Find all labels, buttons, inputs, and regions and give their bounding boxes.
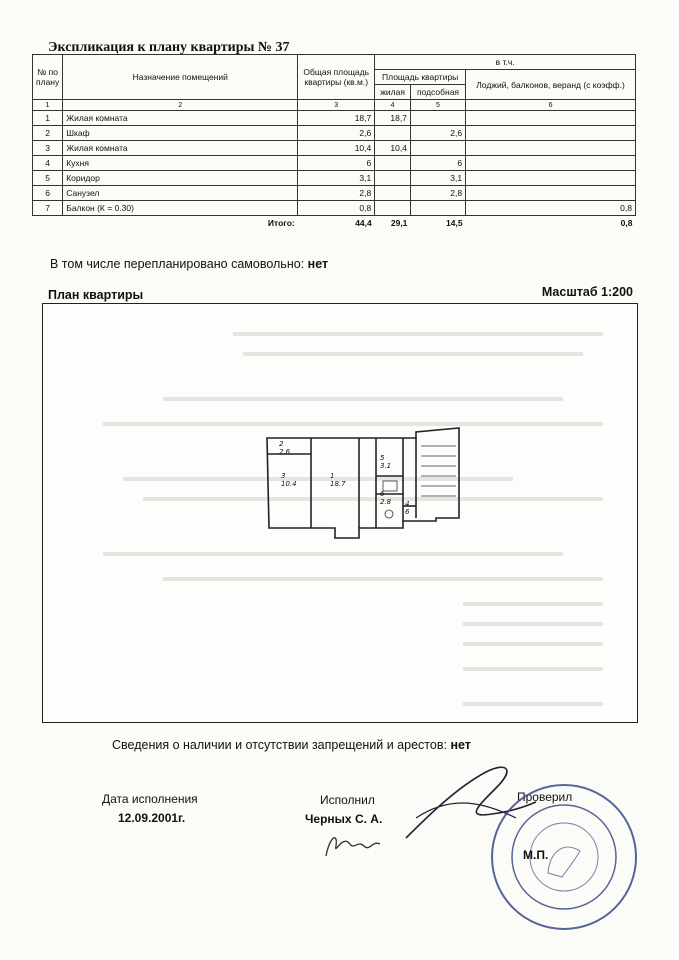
cell-aux: 2,6 [410, 126, 465, 141]
executor-name: Черных С. А. [305, 812, 383, 826]
executor-signature [320, 826, 390, 862]
header-total-area: Общая площадь квартиры (кв.м.) [298, 55, 375, 100]
cell-living: 18,7 [375, 111, 411, 126]
cell-loggia [466, 171, 636, 186]
cell-aux [410, 141, 465, 156]
explication-table [32, 54, 636, 230]
cell-total: 3,1 [298, 171, 375, 186]
column-number: 3 [298, 100, 375, 111]
header-num: № по плану [33, 55, 63, 100]
cell-living [375, 126, 411, 141]
replanning-label: В том числе перепланировано самовольно: [50, 257, 305, 271]
cell-living [375, 186, 411, 201]
page-title: Экспликация к плану квартиры № 37 [48, 40, 290, 55]
table-row [33, 186, 636, 201]
table-row [33, 126, 636, 141]
cell-total: 10,4 [298, 141, 375, 156]
totals-living: 29,1 [375, 216, 411, 231]
cell-num: 2 [33, 126, 63, 141]
header-living: жилая [375, 85, 411, 100]
cell-loggia: 0,8 [466, 201, 636, 216]
header-purpose: Назначение помещений [63, 55, 298, 100]
cell-loggia [466, 156, 636, 171]
cell-total: 2,8 [298, 186, 375, 201]
cell-total: 0,8 [298, 201, 375, 216]
room-label: 3 10.4 [281, 472, 297, 488]
table-row [33, 171, 636, 186]
totals-row [33, 216, 636, 231]
cell-num: 5 [33, 171, 63, 186]
cell-name: Шкаф [63, 126, 298, 141]
plan-scale: Масштаб 1:200 [541, 285, 633, 299]
table-row [33, 156, 636, 171]
column-number: 5 [410, 100, 465, 111]
cell-aux: 2,8 [410, 186, 465, 201]
cell-loggia [466, 186, 636, 201]
column-number: 6 [466, 100, 636, 111]
header-auxiliary: подсобная [410, 85, 465, 100]
room-label: 5 3.1 [380, 454, 392, 470]
table-row [33, 111, 636, 126]
cell-num: 6 [33, 186, 63, 201]
cell-name: Жилая комната [63, 141, 298, 156]
column-number: 2 [63, 100, 298, 111]
totals-total: 44,4 [298, 216, 375, 231]
arrests-line [112, 738, 471, 752]
cell-living: 10,4 [375, 141, 411, 156]
floor-plan-drawing [261, 426, 461, 554]
table-row [33, 141, 636, 156]
cell-living [375, 171, 411, 186]
cell-loggia [466, 111, 636, 126]
official-stamp [488, 781, 640, 933]
seal-place-label: М.П. [523, 848, 549, 862]
replanning-value: нет [307, 257, 329, 271]
room-label: 2 2.6 [279, 440, 291, 456]
cell-name: Санузел [63, 186, 298, 201]
cell-name: Коридор [63, 171, 298, 186]
arrests-value: нет [450, 738, 471, 752]
arrests-label: Сведения о наличии и отсутствии запрещений и арестов: [112, 738, 447, 752]
cell-aux: 3,1 [410, 171, 465, 186]
executor-label: Исполнил [320, 793, 375, 807]
cell-aux [410, 111, 465, 126]
column-number: 1 [33, 100, 63, 111]
checked-label: Проверил [517, 790, 573, 804]
cell-num: 3 [33, 141, 63, 156]
totals-aux: 14,5 [410, 216, 465, 231]
date-label: Дата исполнения [102, 792, 198, 806]
totals-label: Итого: [63, 216, 298, 231]
header-incl: в т.ч. [375, 55, 636, 70]
cell-num: 1 [33, 111, 63, 126]
room-label: 4 6 [405, 500, 410, 516]
header-loggias: Лоджий, балконов, веранд (с коэфф.) [466, 70, 636, 100]
cell-name: Жилая комната [63, 111, 298, 126]
totals-loggia: 0,8 [466, 216, 636, 231]
cell-living [375, 156, 411, 171]
cell-num: 4 [33, 156, 63, 171]
cell-aux: 6 [410, 156, 465, 171]
cell-loggia [466, 126, 636, 141]
cell-num: 7 [33, 201, 63, 216]
cell-name: Балкон (К = 0.30) [63, 201, 298, 216]
table-row [33, 201, 636, 216]
cell-living [375, 201, 411, 216]
cell-name: Кухня [63, 156, 298, 171]
replanning-line [50, 257, 328, 271]
plan-frame [42, 303, 638, 723]
cell-total: 18,7 [298, 111, 375, 126]
plan-label: План квартиры [48, 288, 144, 302]
room-label: 6 2.8 [380, 490, 392, 506]
header-apt-area: Площадь квартиры [375, 70, 466, 85]
cell-loggia [466, 141, 636, 156]
cell-total: 2,6 [298, 126, 375, 141]
cell-aux [410, 201, 465, 216]
column-number: 4 [375, 100, 411, 111]
cell-total: 6 [298, 156, 375, 171]
room-label: 1 18.7 [330, 472, 346, 488]
date-value: 12.09.2001г. [118, 811, 186, 825]
